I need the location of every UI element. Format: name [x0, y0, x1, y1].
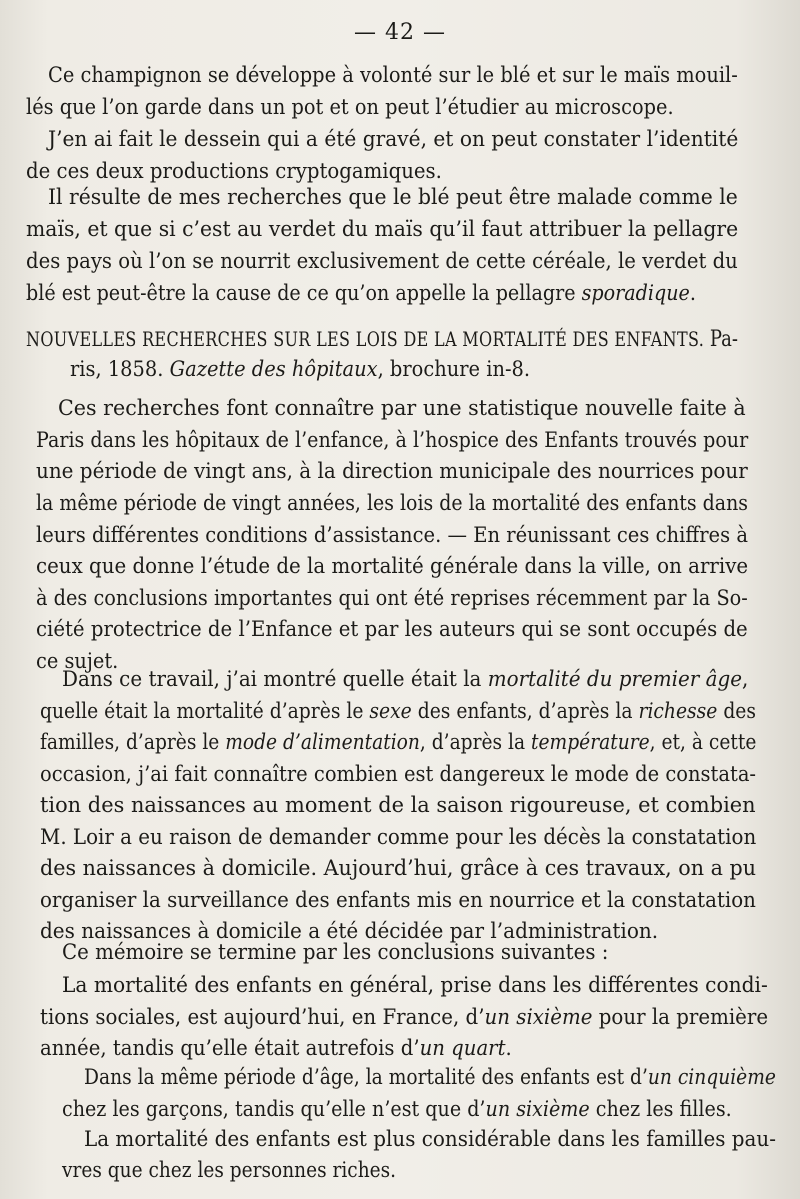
text-line: leurs différentes conditions d’assistance. — En réunissant ces chiffres à — [36, 523, 748, 548]
text-line: vres que chez les personnes riches. — [62, 1158, 397, 1183]
text-line: ce sujet. — [36, 649, 119, 674]
italic-term: un sixième — [484, 1005, 593, 1030]
italic-term: richesse — [638, 699, 718, 724]
italic-term: sexe — [369, 699, 412, 724]
text-line: ciété protectrice de l’Enfance et par les auteurs qui se sont occupés de — [36, 617, 748, 642]
text-line: Ce champignon se développe à volonté sur le blé et sur le maïs mouil- — [48, 63, 738, 88]
italic-term: un cinquième — [647, 1065, 776, 1090]
italic-term: température — [531, 730, 650, 755]
text-line: Dans ce travail, j’ai montré quelle était la mortalité du premier âge, — [62, 667, 749, 692]
text-line: des naissances à domicile. Aujourd’hui, grâce à ces travaux, on a pu — [40, 856, 757, 881]
text-line: Ces recherches font connaître par une statistique nouvelle faite à — [58, 396, 746, 421]
text-line: Paris dans les hôpitaux de l’enfance, à l’hospice des Enfants trouvés pour — [36, 428, 749, 453]
text-line: chez les garçons, tandis qu’elle n’est que d’un sixième chez les filles. — [62, 1097, 732, 1122]
italic-term: mortalité du premier âge — [487, 667, 743, 692]
section-heading: NOUVELLES RECHERCHES SUR LES LOIS DE LA MORTALITÉ DES ENFANTS. Pa- — [26, 327, 739, 352]
text-line: maïs, et que si c’est au verdet du maïs qu’il faut attribuer la pellagre — [26, 217, 739, 242]
text-line: la même période de vingt années, les lois de la mortalité des enfants dans — [36, 491, 749, 516]
text-line: lés que l’on garde dans un pot et on peut l’étudier au microscope. — [26, 95, 674, 120]
text-line: des pays où l’on se nourrit exclusivement de cette céréale, le verdet du — [26, 249, 738, 274]
text-line: tion des naissances au moment de la saison rigoureuse, et combien — [40, 793, 756, 818]
italic-term: un quart — [419, 1036, 506, 1061]
page-number: — 42 — — [354, 20, 446, 45]
text-line: M. Loir a eu raison de demander comme pour les décès la constatation — [40, 825, 757, 850]
text-line: des naissances à domicile a été décidée par l’administration. — [40, 919, 659, 944]
text-line: organiser la surveillance des enfants mis en nourrice et la constatation — [40, 888, 756, 913]
text-line: tions sociales, est aujourd’hui, en France, d’un sixième pour la première — [40, 1005, 769, 1030]
text-line: Ce mémoire se termine par les conclusions suivantes : — [62, 940, 609, 965]
italic-term: mode d’alimentation — [225, 730, 420, 755]
italic-term: un sixième — [485, 1097, 590, 1122]
text-line: La mortalité des enfants est plus considérable dans les familles pau- — [84, 1127, 776, 1152]
text-line: Dans la même période d’âge, la mortalité des enfants est d’un cinquième — [84, 1065, 776, 1090]
journal-title: Gazette des hôpitaux — [169, 357, 378, 382]
text-line: ceux que donne l’étude de la mortalité générale dans la ville, on arrive — [36, 554, 749, 579]
text-line: blé est peut-être la cause de ce qu’on appelle la pellagre sporadique. — [26, 281, 696, 306]
text-line: à des conclusions importantes qui ont été reprises récemment par la So- — [36, 586, 748, 611]
text-line: quelle était la mortalité d’après le sexe des enfants, d’après la richesse des — [40, 699, 757, 724]
publication-details: ris, 1858. Gazette des hôpitaux, brochure in-8. — [70, 357, 531, 382]
text-line: une période de vingt ans, à la direction municipale des nourrices pour — [36, 459, 748, 484]
text-line: J’en ai fait le dessein qui a été gravé, et on peut constater l’identité — [48, 127, 739, 152]
italic-term: sporadique — [581, 281, 690, 306]
text-line: familles, d’après le mode d’alimentation, d’après la température, et, à cette — [40, 730, 757, 755]
text-line: occasion, j’ai fait connaître combien est dangereux le mode de constata- — [40, 762, 757, 787]
text-line: de ces deux productions cryptogamiques. — [26, 159, 442, 184]
text-line: année, tandis qu’elle était autrefois d’un quart. — [40, 1036, 512, 1061]
text-line: La mortalité des enfants en général, prise dans les différentes condi- — [62, 973, 768, 998]
text-line: Il résulte de mes recherches que le blé peut être malade comme le — [48, 185, 738, 210]
